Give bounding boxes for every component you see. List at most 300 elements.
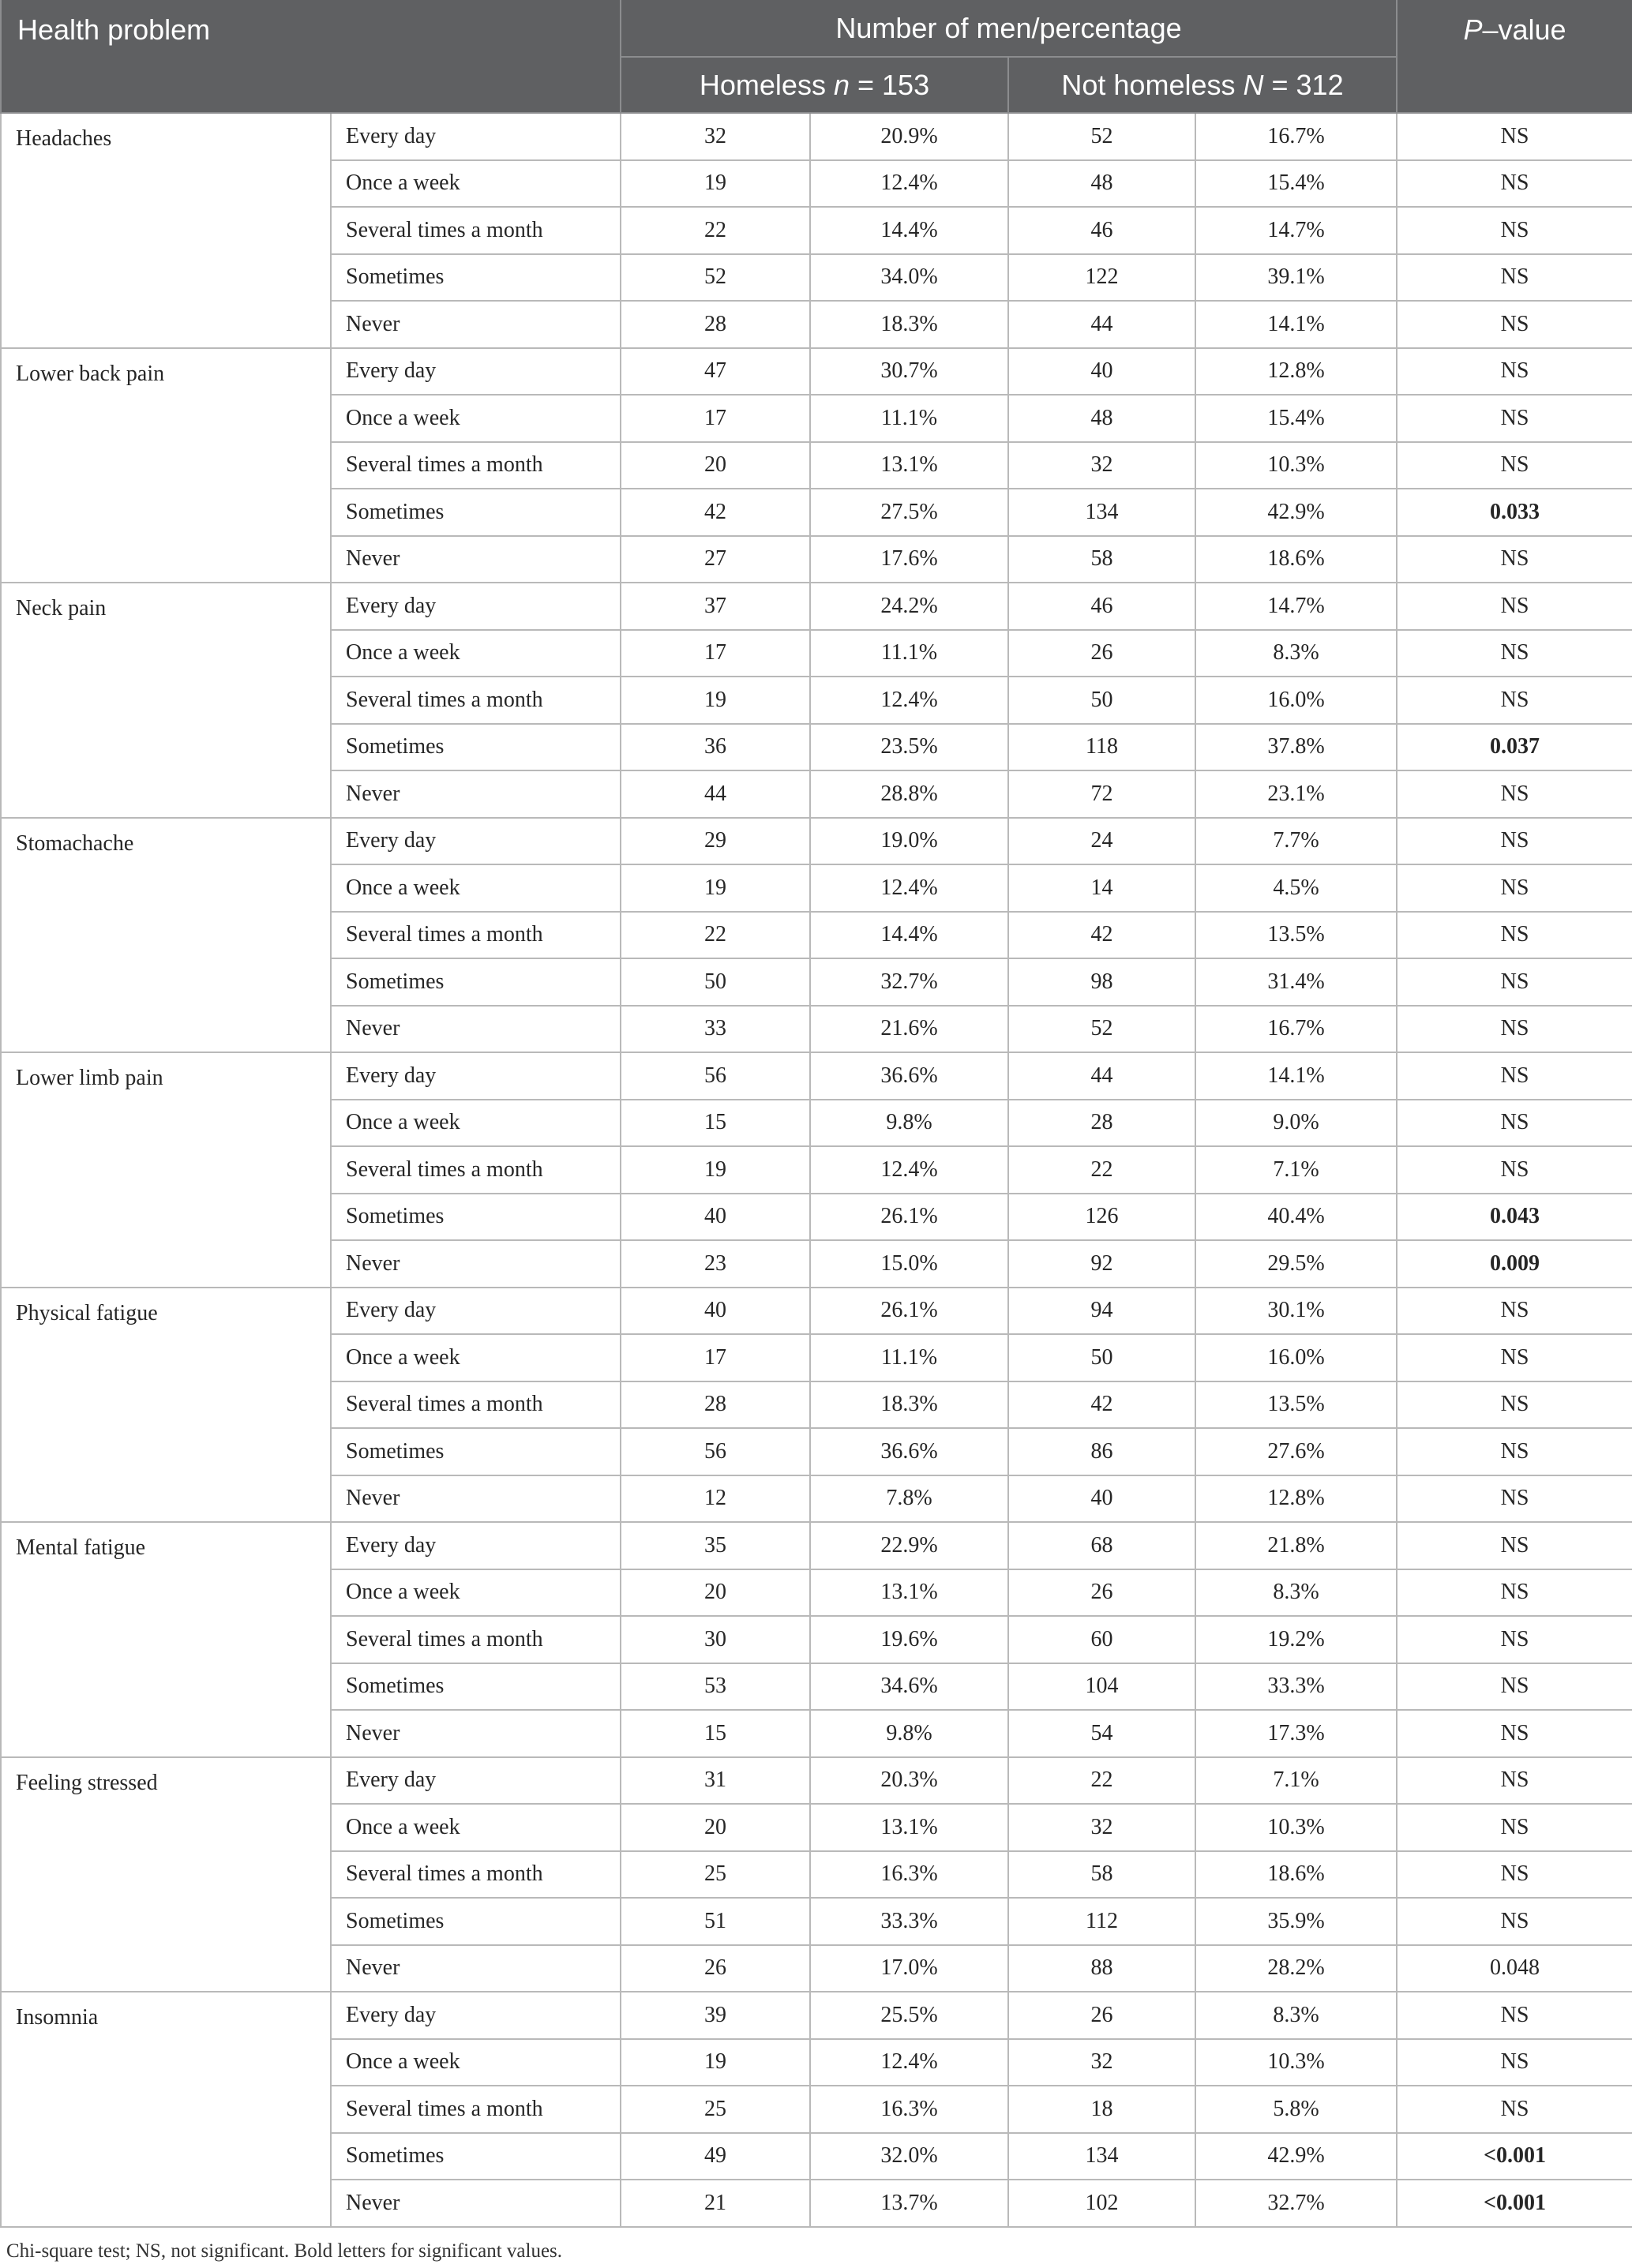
- frequency-cell: Several times a month: [331, 207, 621, 254]
- pvalue-cell: NS: [1397, 1381, 1632, 1429]
- not-homeless-percent-cell: 15.4%: [1195, 395, 1397, 442]
- not-homeless-count-cell: 50: [1008, 677, 1195, 724]
- header-not-homeless-label: Not homeless: [1061, 68, 1244, 101]
- not-homeless-count-cell: 48: [1008, 395, 1195, 442]
- header-group-title: Number of men/percentage: [621, 0, 1397, 57]
- homeless-count-cell: 19: [621, 160, 810, 208]
- not-homeless-count-cell: 40: [1008, 348, 1195, 395]
- not-homeless-count-cell: 24: [1008, 818, 1195, 865]
- not-homeless-count-cell: 126: [1008, 1194, 1195, 1241]
- frequency-cell: Once a week: [331, 395, 621, 442]
- header-pvalue: [1397, 0, 1632, 113]
- not-homeless-percent-cell: 10.3%: [1195, 1804, 1397, 1851]
- frequency-cell: Several times a month: [331, 677, 621, 724]
- not-homeless-count-cell: 42: [1008, 1381, 1195, 1429]
- homeless-percent-cell: 22.9%: [810, 1522, 1008, 1569]
- homeless-count-cell: 28: [621, 301, 810, 348]
- frequency-cell: Sometimes: [331, 254, 621, 302]
- not-homeless-count-cell: 48: [1008, 160, 1195, 208]
- homeless-count-cell: 49: [621, 2133, 810, 2180]
- homeless-percent-cell: 26.1%: [810, 1194, 1008, 1241]
- table-row: [1, 583, 1632, 630]
- health-problem-cell: Headaches: [1, 113, 331, 348]
- homeless-percent-cell: 24.2%: [810, 583, 1008, 630]
- homeless-percent-cell: 17.6%: [810, 536, 1008, 583]
- homeless-percent-cell: 12.4%: [810, 160, 1008, 208]
- not-homeless-percent-cell: 8.3%: [1195, 1569, 1397, 1617]
- homeless-count-cell: 15: [621, 1710, 810, 1757]
- not-homeless-percent-cell: 35.9%: [1195, 1898, 1397, 1945]
- not-homeless-count-cell: 52: [1008, 113, 1195, 160]
- header-health-problem: Health problem: [1, 0, 621, 113]
- homeless-percent-cell: 32.7%: [810, 958, 1008, 1006]
- pvalue-cell: NS: [1397, 536, 1632, 583]
- pvalue-cell: <0.001: [1397, 2133, 1632, 2180]
- homeless-percent-cell: 11.1%: [810, 395, 1008, 442]
- pvalue-cell: NS: [1397, 2086, 1632, 2133]
- frequency-cell: Every day: [331, 583, 621, 630]
- not-homeless-percent-cell: 7.7%: [1195, 818, 1397, 865]
- pvalue-cell: NS: [1397, 1288, 1632, 1335]
- homeless-percent-cell: 9.8%: [810, 1100, 1008, 1147]
- pvalue-cell: NS: [1397, 1522, 1632, 1569]
- homeless-count-cell: 50: [621, 958, 810, 1006]
- frequency-cell: Never: [331, 1240, 621, 1288]
- not-homeless-count-cell: 44: [1008, 301, 1195, 348]
- homeless-count-cell: 52: [621, 254, 810, 302]
- not-homeless-count-cell: 134: [1008, 2133, 1195, 2180]
- not-homeless-count-cell: 46: [1008, 583, 1195, 630]
- homeless-count-cell: 31: [621, 1757, 810, 1805]
- not-homeless-count-cell: 98: [1008, 958, 1195, 1006]
- frequency-cell: Several times a month: [331, 1616, 621, 1663]
- homeless-percent-cell: 20.9%: [810, 113, 1008, 160]
- homeless-count-cell: 25: [621, 2086, 810, 2133]
- homeless-percent-cell: 25.5%: [810, 1992, 1008, 2039]
- not-homeless-percent-cell: 16.0%: [1195, 677, 1397, 724]
- health-problem-cell: Feeling stressed: [1, 1757, 331, 1992]
- pvalue-cell: NS: [1397, 1851, 1632, 1899]
- homeless-percent-cell: 9.8%: [810, 1710, 1008, 1757]
- pvalue-cell: NS: [1397, 912, 1632, 959]
- homeless-percent-cell: 13.1%: [810, 442, 1008, 489]
- homeless-percent-cell: 36.6%: [810, 1428, 1008, 1475]
- frequency-cell: Once a week: [331, 630, 621, 677]
- not-homeless-percent-cell: 23.1%: [1195, 770, 1397, 818]
- pvalue-cell: NS: [1397, 770, 1632, 818]
- not-homeless-count-cell: 28: [1008, 1100, 1195, 1147]
- homeless-percent-cell: 14.4%: [810, 912, 1008, 959]
- frequency-cell: Never: [331, 1710, 621, 1757]
- homeless-count-cell: 27: [621, 536, 810, 583]
- homeless-count-cell: 30: [621, 1616, 810, 1663]
- homeless-percent-cell: 15.0%: [810, 1240, 1008, 1288]
- not-homeless-percent-cell: 13.5%: [1195, 1381, 1397, 1429]
- not-homeless-count-cell: 134: [1008, 489, 1195, 536]
- pvalue-cell: NS: [1397, 442, 1632, 489]
- table-row: [1, 1522, 1632, 1569]
- not-homeless-count-cell: 118: [1008, 724, 1195, 771]
- not-homeless-percent-cell: 10.3%: [1195, 442, 1397, 489]
- homeless-percent-cell: 7.8%: [810, 1475, 1008, 1523]
- not-homeless-percent-cell: 7.1%: [1195, 1146, 1397, 1194]
- not-homeless-count-cell: 14: [1008, 864, 1195, 912]
- not-homeless-percent-cell: 27.6%: [1195, 1428, 1397, 1475]
- homeless-count-cell: 51: [621, 1898, 810, 1945]
- table-row: [1, 1757, 1632, 1805]
- homeless-count-cell: 40: [621, 1288, 810, 1335]
- not-homeless-percent-cell: 28.2%: [1195, 1945, 1397, 1992]
- homeless-percent-cell: 36.6%: [810, 1052, 1008, 1100]
- not-homeless-percent-cell: 18.6%: [1195, 536, 1397, 583]
- table-row: [1, 818, 1632, 865]
- table-row: [1, 113, 1632, 160]
- not-homeless-percent-cell: 40.4%: [1195, 1194, 1397, 1241]
- not-homeless-count-cell: 60: [1008, 1616, 1195, 1663]
- frequency-cell: Never: [331, 770, 621, 818]
- pvalue-cell: NS: [1397, 1757, 1632, 1805]
- not-homeless-percent-cell: 14.1%: [1195, 301, 1397, 348]
- not-homeless-count-cell: 112: [1008, 1898, 1195, 1945]
- not-homeless-percent-cell: 16.7%: [1195, 113, 1397, 160]
- not-homeless-percent-cell: 14.7%: [1195, 207, 1397, 254]
- homeless-count-cell: 12: [621, 1475, 810, 1523]
- not-homeless-percent-cell: 4.5%: [1195, 864, 1397, 912]
- header-homeless-label: Homeless: [699, 68, 834, 101]
- not-homeless-percent-cell: 8.3%: [1195, 1992, 1397, 2039]
- frequency-cell: Sometimes: [331, 489, 621, 536]
- frequency-cell: Never: [331, 2180, 621, 2227]
- not-homeless-count-cell: 32: [1008, 1804, 1195, 1851]
- frequency-cell: Every day: [331, 113, 621, 160]
- homeless-count-cell: 20: [621, 1569, 810, 1617]
- homeless-count-cell: 56: [621, 1428, 810, 1475]
- frequency-cell: Once a week: [331, 1100, 621, 1147]
- homeless-count-cell: 15: [621, 1100, 810, 1147]
- not-homeless-count-cell: 68: [1008, 1522, 1195, 1569]
- homeless-percent-cell: 20.3%: [810, 1757, 1008, 1805]
- frequency-cell: Every day: [331, 348, 621, 395]
- health-problem-cell: Physical fatigue: [1, 1288, 331, 1523]
- not-homeless-count-cell: 58: [1008, 1851, 1195, 1899]
- table-row: [1, 1052, 1632, 1100]
- not-homeless-percent-cell: 10.3%: [1195, 2039, 1397, 2086]
- homeless-percent-cell: 34.0%: [810, 254, 1008, 302]
- homeless-count-cell: 26: [621, 1945, 810, 1992]
- not-homeless-percent-cell: 13.5%: [1195, 912, 1397, 959]
- not-homeless-count-cell: 26: [1008, 1992, 1195, 2039]
- header-not-homeless-var: N: [1243, 68, 1264, 101]
- health-problem-cell: Mental fatigue: [1, 1522, 331, 1757]
- pvalue-cell: NS: [1397, 1616, 1632, 1663]
- homeless-count-cell: 20: [621, 1804, 810, 1851]
- not-homeless-percent-cell: 15.4%: [1195, 160, 1397, 208]
- header-homeless: [621, 57, 1008, 113]
- homeless-count-cell: 17: [621, 395, 810, 442]
- homeless-percent-cell: 21.6%: [810, 1006, 1008, 1053]
- homeless-count-cell: 28: [621, 1381, 810, 1429]
- homeless-count-cell: 36: [621, 724, 810, 771]
- not-homeless-percent-cell: 12.8%: [1195, 348, 1397, 395]
- homeless-percent-cell: 16.3%: [810, 1851, 1008, 1899]
- homeless-count-cell: 47: [621, 348, 810, 395]
- pvalue-cell: NS: [1397, 113, 1632, 160]
- not-homeless-count-cell: 92: [1008, 1240, 1195, 1288]
- not-homeless-count-cell: 26: [1008, 630, 1195, 677]
- pvalue-cell: <0.001: [1397, 2180, 1632, 2227]
- homeless-count-cell: 23: [621, 1240, 810, 1288]
- not-homeless-percent-cell: 7.1%: [1195, 1757, 1397, 1805]
- header-not-homeless-eq: = 312: [1263, 68, 1344, 101]
- frequency-cell: Once a week: [331, 1804, 621, 1851]
- homeless-percent-cell: 17.0%: [810, 1945, 1008, 1992]
- not-homeless-percent-cell: 42.9%: [1195, 489, 1397, 536]
- pvalue-cell: NS: [1397, 1428, 1632, 1475]
- not-homeless-percent-cell: 19.2%: [1195, 1616, 1397, 1663]
- pvalue-cell: 0.048: [1397, 1945, 1632, 1992]
- not-homeless-percent-cell: 31.4%: [1195, 958, 1397, 1006]
- not-homeless-count-cell: 40: [1008, 1475, 1195, 1523]
- frequency-cell: Several times a month: [331, 1851, 621, 1899]
- homeless-count-cell: 39: [621, 1992, 810, 2039]
- homeless-percent-cell: 18.3%: [810, 301, 1008, 348]
- homeless-percent-cell: 19.6%: [810, 1616, 1008, 1663]
- header-pvalue-rest: –value: [1482, 13, 1566, 46]
- homeless-count-cell: 44: [621, 770, 810, 818]
- not-homeless-percent-cell: 42.9%: [1195, 2133, 1397, 2180]
- homeless-percent-cell: 11.1%: [810, 630, 1008, 677]
- homeless-percent-cell: 32.0%: [810, 2133, 1008, 2180]
- frequency-cell: Once a week: [331, 864, 621, 912]
- not-homeless-percent-cell: 29.5%: [1195, 1240, 1397, 1288]
- pvalue-cell: NS: [1397, 630, 1632, 677]
- frequency-cell: Sometimes: [331, 724, 621, 771]
- frequency-cell: Every day: [331, 1052, 621, 1100]
- not-homeless-count-cell: 42: [1008, 912, 1195, 959]
- not-homeless-count-cell: 32: [1008, 442, 1195, 489]
- frequency-cell: Several times a month: [331, 2086, 621, 2133]
- table-row: [1, 348, 1632, 395]
- pvalue-cell: NS: [1397, 1710, 1632, 1757]
- pvalue-cell: NS: [1397, 1006, 1632, 1053]
- not-homeless-percent-cell: 14.7%: [1195, 583, 1397, 630]
- header-not-homeless: [1008, 57, 1397, 113]
- frequency-cell: Once a week: [331, 1334, 621, 1381]
- frequency-cell: Several times a month: [331, 912, 621, 959]
- not-homeless-count-cell: 52: [1008, 1006, 1195, 1053]
- not-homeless-count-cell: 50: [1008, 1334, 1195, 1381]
- not-homeless-count-cell: 72: [1008, 770, 1195, 818]
- homeless-percent-cell: 13.7%: [810, 2180, 1008, 2227]
- homeless-count-cell: 22: [621, 912, 810, 959]
- pvalue-cell: 0.043: [1397, 1194, 1632, 1241]
- table-row: [1, 1992, 1632, 2039]
- not-homeless-count-cell: 46: [1008, 207, 1195, 254]
- frequency-cell: Several times a month: [331, 1381, 621, 1429]
- not-homeless-percent-cell: 32.7%: [1195, 2180, 1397, 2227]
- pvalue-cell: NS: [1397, 677, 1632, 724]
- not-homeless-count-cell: 88: [1008, 1945, 1195, 1992]
- homeless-count-cell: 17: [621, 630, 810, 677]
- frequency-cell: Never: [331, 1945, 621, 1992]
- homeless-count-cell: 19: [621, 2039, 810, 2086]
- pvalue-cell: NS: [1397, 2039, 1632, 2086]
- not-homeless-count-cell: 18: [1008, 2086, 1195, 2133]
- homeless-percent-cell: 18.3%: [810, 1381, 1008, 1429]
- homeless-count-cell: 22: [621, 207, 810, 254]
- health-problem-cell: Neck pain: [1, 583, 331, 818]
- not-homeless-percent-cell: 33.3%: [1195, 1663, 1397, 1711]
- pvalue-cell: NS: [1397, 395, 1632, 442]
- pvalue-cell: NS: [1397, 958, 1632, 1006]
- frequency-cell: Sometimes: [331, 2133, 621, 2180]
- not-homeless-percent-cell: 37.8%: [1195, 724, 1397, 771]
- not-homeless-count-cell: 58: [1008, 536, 1195, 583]
- homeless-count-cell: 29: [621, 818, 810, 865]
- homeless-percent-cell: 34.6%: [810, 1663, 1008, 1711]
- pvalue-cell: NS: [1397, 1334, 1632, 1381]
- homeless-percent-cell: 12.4%: [810, 1146, 1008, 1194]
- health-problem-cell: Insomnia: [1, 1992, 331, 2227]
- not-homeless-percent-cell: 21.8%: [1195, 1522, 1397, 1569]
- homeless-percent-cell: 12.4%: [810, 2039, 1008, 2086]
- pvalue-cell: NS: [1397, 207, 1632, 254]
- not-homeless-percent-cell: 9.0%: [1195, 1100, 1397, 1147]
- frequency-cell: Once a week: [331, 1569, 621, 1617]
- pvalue-cell: NS: [1397, 1804, 1632, 1851]
- homeless-percent-cell: 13.1%: [810, 1569, 1008, 1617]
- homeless-count-cell: 53: [621, 1663, 810, 1711]
- pvalue-cell: NS: [1397, 583, 1632, 630]
- pvalue-cell: NS: [1397, 1100, 1632, 1147]
- not-homeless-percent-cell: 18.6%: [1195, 1851, 1397, 1899]
- homeless-percent-cell: 27.5%: [810, 489, 1008, 536]
- homeless-percent-cell: 11.1%: [810, 1334, 1008, 1381]
- homeless-count-cell: 25: [621, 1851, 810, 1899]
- pvalue-cell: NS: [1397, 301, 1632, 348]
- homeless-percent-cell: 12.4%: [810, 677, 1008, 724]
- frequency-cell: Never: [331, 1475, 621, 1523]
- homeless-count-cell: 32: [621, 113, 810, 160]
- homeless-percent-cell: 23.5%: [810, 724, 1008, 771]
- pvalue-cell: NS: [1397, 1898, 1632, 1945]
- pvalue-cell: NS: [1397, 1992, 1632, 2039]
- header-homeless-var: n: [833, 68, 850, 101]
- frequency-cell: Never: [331, 536, 621, 583]
- homeless-percent-cell: 16.3%: [810, 2086, 1008, 2133]
- homeless-count-cell: 20: [621, 442, 810, 489]
- frequency-cell: Every day: [331, 1522, 621, 1569]
- not-homeless-count-cell: 22: [1008, 1757, 1195, 1805]
- homeless-percent-cell: 19.0%: [810, 818, 1008, 865]
- homeless-percent-cell: 14.4%: [810, 207, 1008, 254]
- frequency-cell: Several times a month: [331, 1146, 621, 1194]
- frequency-cell: Every day: [331, 1757, 621, 1805]
- not-homeless-count-cell: 32: [1008, 2039, 1195, 2086]
- not-homeless-count-cell: 54: [1008, 1710, 1195, 1757]
- homeless-count-cell: 35: [621, 1522, 810, 1569]
- pvalue-cell: NS: [1397, 1052, 1632, 1100]
- not-homeless-count-cell: 94: [1008, 1288, 1195, 1335]
- not-homeless-percent-cell: 17.3%: [1195, 1710, 1397, 1757]
- table-body: [1, 113, 1632, 2227]
- frequency-cell: Once a week: [331, 160, 621, 208]
- frequency-cell: Sometimes: [331, 1898, 621, 1945]
- homeless-count-cell: 17: [621, 1334, 810, 1381]
- header-homeless-eq: = 153: [850, 68, 930, 101]
- frequency-cell: Several times a month: [331, 442, 621, 489]
- pvalue-cell: NS: [1397, 348, 1632, 395]
- homeless-count-cell: 33: [621, 1006, 810, 1053]
- homeless-count-cell: 40: [621, 1194, 810, 1241]
- pvalue-cell: NS: [1397, 160, 1632, 208]
- homeless-count-cell: 42: [621, 489, 810, 536]
- table-footnote: Chi-square test; NS, not significant. Bold letters for significant values.: [6, 2240, 563, 2262]
- homeless-percent-cell: 13.1%: [810, 1804, 1008, 1851]
- frequency-cell: Every day: [331, 1288, 621, 1335]
- frequency-cell: Sometimes: [331, 958, 621, 1006]
- homeless-percent-cell: 28.8%: [810, 770, 1008, 818]
- homeless-percent-cell: 30.7%: [810, 348, 1008, 395]
- pvalue-cell: 0.009: [1397, 1240, 1632, 1288]
- not-homeless-count-cell: 44: [1008, 1052, 1195, 1100]
- frequency-cell: Every day: [331, 818, 621, 865]
- pvalue-cell: NS: [1397, 1146, 1632, 1194]
- not-homeless-count-cell: 104: [1008, 1663, 1195, 1711]
- frequency-cell: Sometimes: [331, 1428, 621, 1475]
- homeless-count-cell: 56: [621, 1052, 810, 1100]
- table-header: [1, 0, 1632, 113]
- pvalue-cell: NS: [1397, 864, 1632, 912]
- frequency-cell: Sometimes: [331, 1663, 621, 1711]
- table-row: [1, 1288, 1632, 1335]
- not-homeless-percent-cell: 39.1%: [1195, 254, 1397, 302]
- health-problem-cell: Lower back pain: [1, 348, 331, 583]
- homeless-count-cell: 19: [621, 864, 810, 912]
- health-problem-cell: Stomachache: [1, 818, 331, 1053]
- health-problem-cell: Lower limb pain: [1, 1052, 331, 1288]
- not-homeless-percent-cell: 8.3%: [1195, 630, 1397, 677]
- not-homeless-percent-cell: 14.1%: [1195, 1052, 1397, 1100]
- frequency-cell: Never: [331, 1006, 621, 1053]
- pvalue-cell: NS: [1397, 1569, 1632, 1617]
- frequency-cell: Sometimes: [331, 1194, 621, 1241]
- not-homeless-percent-cell: 16.7%: [1195, 1006, 1397, 1053]
- header-pvalue-var: P: [1463, 13, 1483, 46]
- homeless-count-cell: 19: [621, 677, 810, 724]
- homeless-percent-cell: 12.4%: [810, 864, 1008, 912]
- not-homeless-count-cell: 26: [1008, 1569, 1195, 1617]
- not-homeless-count-cell: 86: [1008, 1428, 1195, 1475]
- homeless-count-cell: 19: [621, 1146, 810, 1194]
- not-homeless-count-cell: 22: [1008, 1146, 1195, 1194]
- frequency-cell: Every day: [331, 1992, 621, 2039]
- not-homeless-percent-cell: 12.8%: [1195, 1475, 1397, 1523]
- pvalue-cell: 0.037: [1397, 724, 1632, 771]
- pvalue-cell: 0.033: [1397, 489, 1632, 536]
- homeless-count-cell: 37: [621, 583, 810, 630]
- pvalue-cell: NS: [1397, 1663, 1632, 1711]
- not-homeless-percent-cell: 5.8%: [1195, 2086, 1397, 2133]
- pvalue-cell: NS: [1397, 254, 1632, 302]
- pvalue-cell: NS: [1397, 1475, 1632, 1523]
- homeless-percent-cell: 33.3%: [810, 1898, 1008, 1945]
- frequency-cell: Never: [331, 301, 621, 348]
- not-homeless-count-cell: 122: [1008, 254, 1195, 302]
- not-homeless-percent-cell: 30.1%: [1195, 1288, 1397, 1335]
- not-homeless-count-cell: 102: [1008, 2180, 1195, 2227]
- pvalue-cell: NS: [1397, 818, 1632, 865]
